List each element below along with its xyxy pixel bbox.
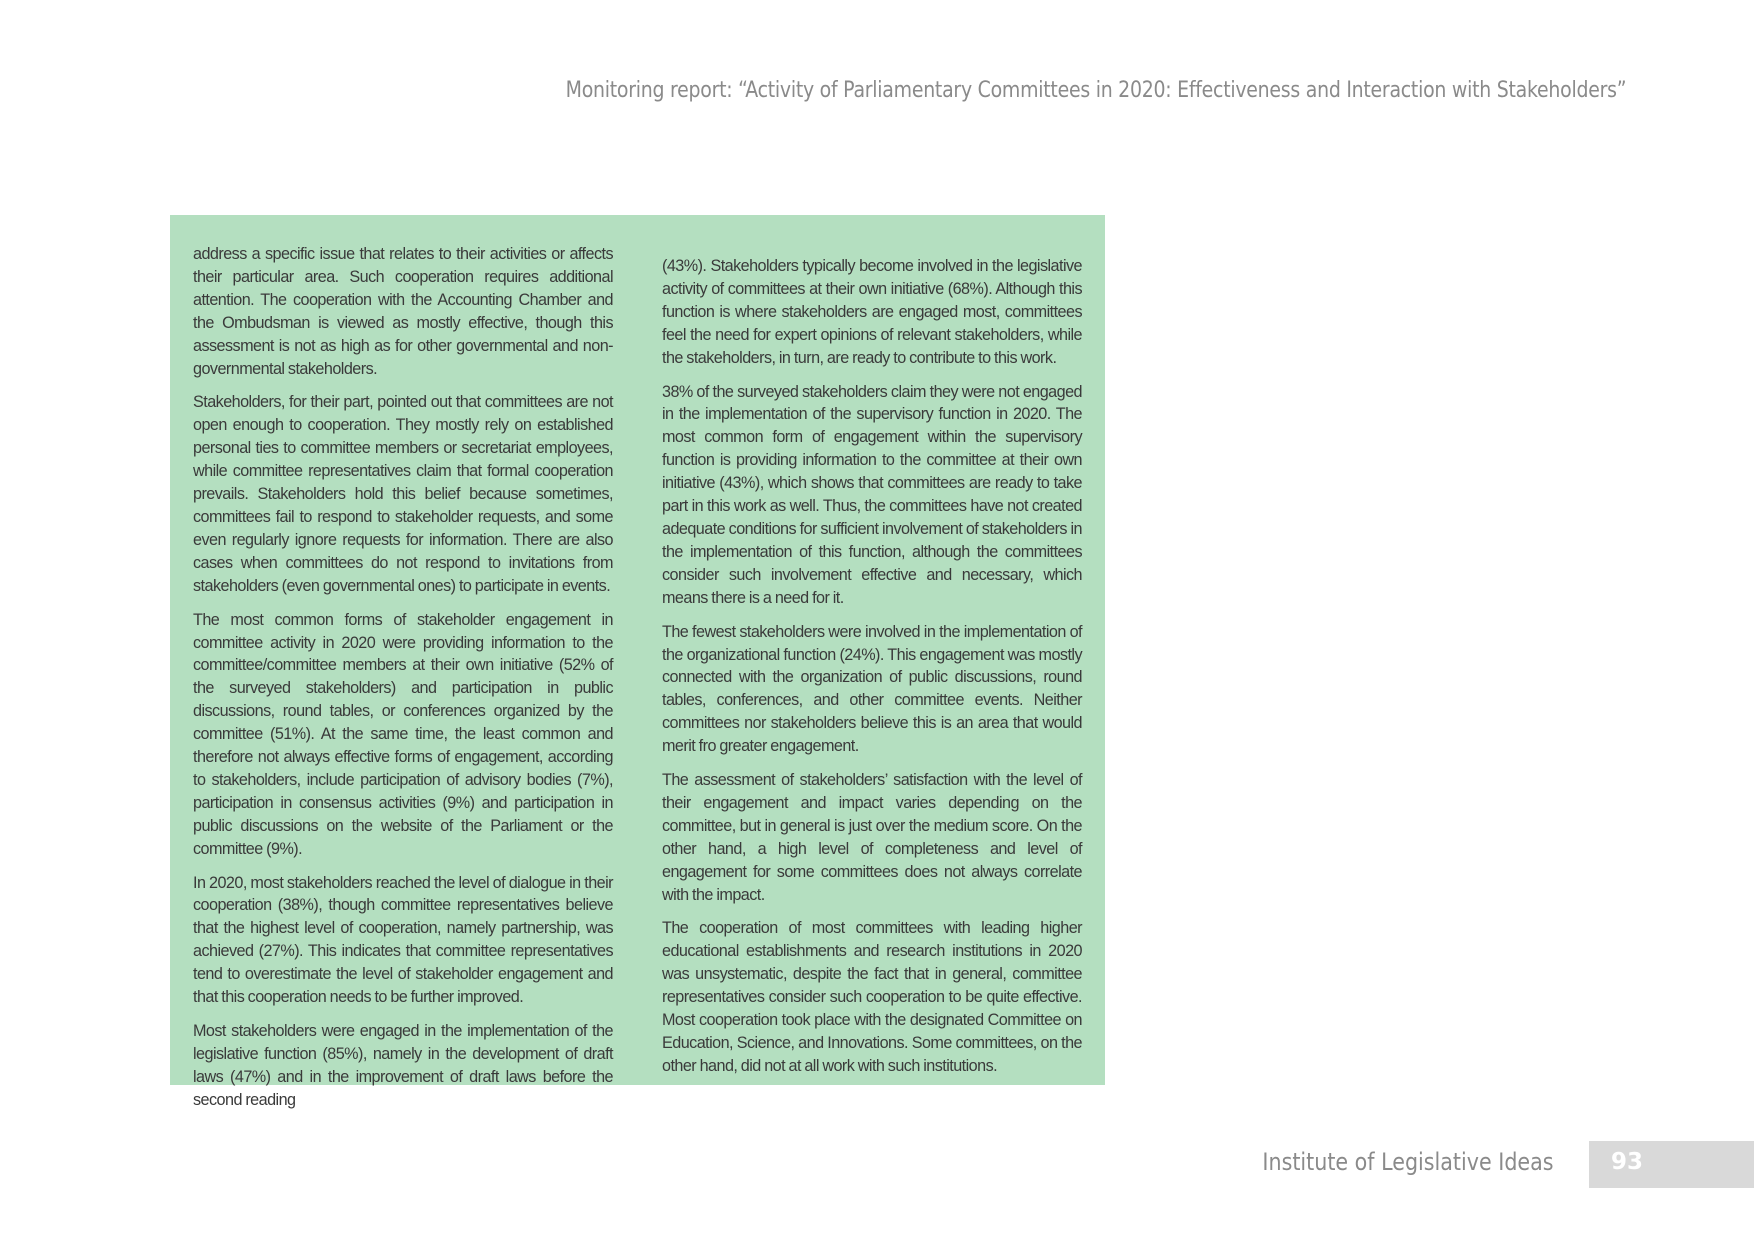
running-header: Monitoring report: “Activity of Parliamentary Committees in 2020: Effectiveness and Interaction with Stakeholders” [565, 78, 1626, 103]
highlight-box [170, 215, 1105, 1109]
paragraph: Stakeholders, for their part, pointed out that committees are not open enough to cooperation. They mostly rely on established personal ties to committee members or secretariat employees, while committee representatives claim that formal cooperation prevails. Stakeholders hold this belief because sometimes, committees fail to respond to stakeholder requests, and some even regularly ignore requests for information. There are also cases when committees do not respond to invitations from stakeholders (even governmental ones) to participate in events. [193, 393, 613, 595]
paragraph: address a specific issue that relates to their activities or affects their particular area. Such cooperation requires additional attention. The cooperation with the Accounting Chamber and the Ombudsman is viewed as mostly effective, though this assessment is not as high as for other governmental and non-governmental stakeholders. [193, 245, 613, 378]
paragraph: 38% of the surveyed stakeholders claim they were not engaged in the implementation of the supervisory function in 2020. The most common form of engagement within the supervisory function is providing information to the committee at their own initiative (43%), which shows that committees are ready to take part in this work as well. Thus, the committees have not created adequate conditions for sufficient involvement of stakeholders in the implementation of this function, although the committees consider such involvement effective and necessary, which means there is a need for it. [662, 382, 1082, 607]
page-number-box [1589, 1141, 1754, 1188]
left-column [193, 243, 613, 1123]
paragraph: The fewest stakeholders were involved in the implementation of the organizational function (24%). This engagement was mostly connected with the organization of public discussions, round tables, conferences, and other committee events. Neither committees nor stakeholders believe this is an area that would merit fro greater engagement. [662, 622, 1082, 756]
paragraph: Most stakeholders were engaged in the implementation of the legislative function (85%), namely in the development of draft laws (47%) and in the improvement of draft laws before the second reading [193, 1022, 613, 1109]
paragraph: The cooperation of most committees with leading higher educational establishments and research institutions in 2020 was unsystematic, despite the fact that in general, committee representatives consider such cooperation to be quite effective. Most cooperation took place with the designated Committee on Education, Science, and Innovations. Some committees, on the other hand, did not at all work with such institutions. [662, 919, 1082, 1075]
right-column [662, 255, 1082, 1089]
paragraph: The most common forms of stakeholder engagement in committee activity in 2020 were providing information to the committee/committee members at their own initiative (52% of the surveyed stakeholders) and participation in public discussions, round tables, or conferences organized by the committee (51%). At the same time, the least common and therefore not always effective forms of engagement, according to stakeholders, include participation of advisory bodies (7%), participation in consensus activities (9%) and participation in public discussions on the website of the Parliament or the committee (9%). [193, 610, 613, 858]
paragraph: (43%). Stakeholders typically become involved in the legislative activity of committees at their own initiative (68%). Although this function is where stakeholders are engaged most, committees feel the need for expert opinions of relevant stakeholders, while the stakeholders, in turn, are ready to contribute to this work. [662, 257, 1082, 367]
paragraph: The assessment of stakeholders’ satisfaction with the level of their engagement and impact varies depending on the committee, but in general is just over the medium score. On the other hand, a high level of completeness and level of engagement for some committees does not always correlate with the impact. [662, 771, 1082, 904]
footer-institute-name: Institute of Legislative Ideas [1262, 1148, 1554, 1176]
page-number: 93 [1611, 1149, 1644, 1175]
paragraph: In 2020, most stakeholders reached the level of dialogue in their cooperation (38%), though committee representatives believe that the highest level of cooperation, namely partnership, was achieved (27%). This indicates that committee representatives tend to overestimate the level of stakeholder engagement and that this cooperation needs to be further improved. [193, 873, 613, 1007]
